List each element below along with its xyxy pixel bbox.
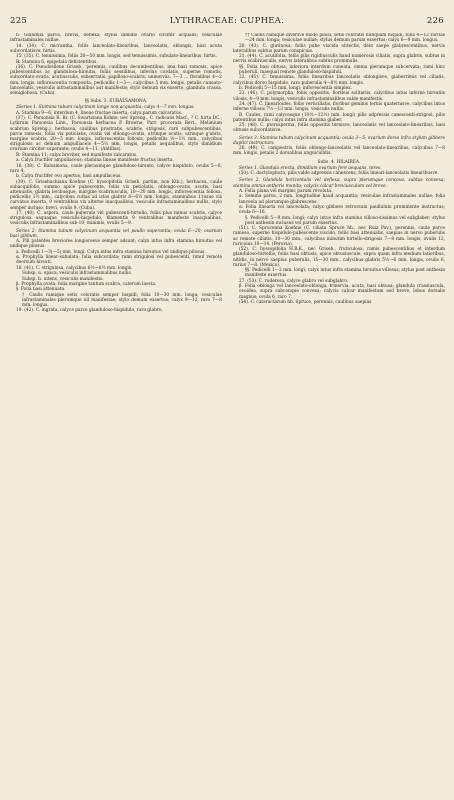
species-entry: (51). C. Spruceana Koehne (C. ciliata Spruce hb., nec Ruiz Pav.), perennis, caule parce ramoso, superne hispidulo-pubescente viscido, foliis basi attenuatis, saepius in nervo puberulis ac remote ciliatis, 10—30 mm., calycibus minutim hirtello-strigosis 7—8 mm. longis, ovulis 12, raricuius 10—14. (Peruvia). xyxy=(233,226,445,247)
series-heading: ‡Series 1. Stamina tubum calycinum longe non acquantia; calyx 4—7 mm. longus. xyxy=(16,105,195,111)
text-paragraph: A. Pili patentes breviores longioresve semper adsunt; calyx intus infra stamina hirsutus vel undique pilosus. xyxy=(10,239,222,250)
species-entry: 21. (44). C. acutifolia, foliis pilis rigidiusculis haud numerosis ciliatis, supra glabris, subtus in nervis scabriusculis, nervis lateralibus subtus prominulis. xyxy=(233,54,445,65)
page-number-right: 226 xyxy=(426,16,444,26)
text-paragraph: B. Caules, rami calycesque (10½—12½) mm. longi) pilis adpressis canescenti-strigosi, pilis patentibus nullis; calyx intus infra stamina glaber. xyxy=(233,112,445,123)
species-entry: (36). C. Pseudosilene Griseb., perennis, caulibus decumbentibus, ima basi ramosis, apice pubescentibus ac glanduloso-hirsutis, foliis sessilibus, inferius cordatis, superne remotis, subcordato-ovatis, acutiusculis, subserratis, papilloso-scabris, uninerviis, 7—3 ... floralibus 4—2 mm. longis, inflorescentia composita, pedicellis 1—3—, calycibus 5 mm. longis, petalis cuneato-lanceolatis, vesiculis infrastaminalibus aut manifestis; stylo demum vix exserto, glandula crassa, semiglobosa. (Cuba). xyxy=(10,64,222,96)
species-entry: 16. (38). C. Balsamona, caule pleraumque glanduloso-hirsuto, calyce hispidulo, ovulis 5—8, raro 4. xyxy=(10,163,222,174)
species-entry: (37). C. Parsonsia R. Br. (C. Swartziana Kohne, nec Spreng., C. radicans Macf., ? C. hirta DC., Lythrum Parsonsia Linn., Parsonsia herbacea P. Browne, Parr. procerata Bert., Melanium scabrum Spreng.), herbacea, caulibus prostratis, scabris, strigosis, raro subpubescentibus, parce ramosis, foliis vix petiolatis, ovatis vel oblongo-ovatis, utrinque acutis, utrinque g'abris, margine scabris, 20—5 mm. longis, inflorescentia foliosis, pedicellis ½—1½ mm., calycibus strigulosis ac demum ampulliaceis 4—5½ mm. longis, petalis aequalibus, stylo dimidium ovarium circiter superante; ovulis 4—11. (Antillas). xyxy=(10,116,222,153)
text-paragraph: † Caulis ramique setis coloratis semper hispidi; folia 10—30 mm. longa; vesiculae infrastaminales plerumque nil manifestae; stylo demum exsertus; calyx 9—12, raro 7—8 mm. longus. xyxy=(22,292,222,309)
species-entry: 20. (43). C. glutinosa, foliis pube viscida obtectis, dein saepe glabrescentibus, nervis lateralibus subtus parum conspicuis. xyxy=(233,43,445,54)
species-entry: 18. (41). C. strigulosa, calycibus 6½—8½ mm. longis. xyxy=(16,265,133,271)
text-paragraph: A. Stamina 9—6, interdum 4, lineae fructae inserta; calyx parum calcaratus. xyxy=(16,110,183,116)
text-paragraph: β. Folia oblonga vel lanceolato-oblonga, trinervia, acuta, basi obtusa; glandula crassiuscula, ovoidea, supra subconque convexa; calycis calcar manifestum sed breve, lobus dorsalis magnus; ovula 6, raro 7. xyxy=(239,284,445,300)
species-entry: (39). C. Grisebachiana Koehne (C. hyssopifolia Griseb. partim, non Kth.), herbacea, caule subacquifolio, summo apice pubescente, foliis vix petiolatis, oblongo-ovatis, acutis, basi attenuatis, glabris levibusque, margine scabriusculis, 10—20 mm. longis, inflorescentia foliosa, pedicellis 1½ mm., calycibus cultas ad istos glabris 6—6½ mm. longis, staminibus 11usue vix curvatus inserta, 9 ventralibus vix alterne inacqualibus, vesiculis infrastaminalibus nullis, stylo semper incluso, brevi, ovulis 9. (Cuba). xyxy=(10,179,222,211)
text-paragraph: b. Pedicelli 5—15 mm. longi; inflorescentia simplex. xyxy=(239,85,352,91)
text-paragraph: A. Folia plana vel marginc parum revoluta. xyxy=(239,188,333,194)
text-paragraph: B. Stamina 11; calyx breviter, sed manifeste calcaratus. xyxy=(16,152,138,158)
text-paragraph: a. Calyx fructifer ampullaceus; stamina lineae manifeste fructus inserta. xyxy=(16,158,174,164)
species-entry: 17. (40). C. aspera, caule puberulo vel pubescenti-hirtello, foliis plus minus scabris, calyce strigulosa usquaque vesiculis-hispidulo, filamentis 9 ventralibus manifeste inacqualibus, vesiculis infrastaminalibus sub-10, minimis, ovulis 5—9. xyxy=(10,210,222,227)
species-entry: 22. (45). C. tenuissima, foliis linearibus lanceolatis oblongisve, glaberrimis vel ciliatis, calycibus dorso hispidulo, raro puberulis 4—8½ mm. longis. xyxy=(233,75,445,86)
species-entry: 25. (48). C. pterosperma, foliis oppositis ternisve, lanceolatis vel lanceolato-linearibus, basi obtusis subcordatisve. xyxy=(233,123,445,134)
species-entry: (52). C. hyssopifolia H.B.K., nec Griseb., fruticulosa, ramis pubescentibus et interdum glanduloso-hirtellis, foliis basi obtusis, apice obtusiuscule, supra quam infra medium latioribus, nitidis, in nervo saepius puberulis, 15—30 mm., calycibus glabris 5½—6 mm. longis, ovulis 6, rarius 7—8. (Mexico). xyxy=(233,247,445,268)
text-paragraph: §. Pedicelli 5—9 mm. longi; calyx intus infra stamina villoso-sissimus vel subglaber; stylus post anthesin inclusus vel parum exsertus. xyxy=(245,215,445,226)
text-paragraph: Subsp. α. opaca, vesiculis infrastaminalibus nullis. xyxy=(22,271,133,277)
running-header xyxy=(10,16,444,28)
text-paragraph: a. Semina parva, 2 mm. longitudine haud acquantia; vesiculae infrastaminales nullae; folia lanceola ad plerumque glabrescens. xyxy=(239,194,445,205)
text-paragraph: Subsp. b. nitens, vesiculis manifestis. xyxy=(22,276,104,282)
text-paragraph: α. Prophylla linear-subulata; folia subcordata; rami strigulosi vel pubescenti, rimul remote deorsum hirsuti. xyxy=(16,255,222,266)
text-paragraph: §§. Folia basi obtusa, inferiora interdum cuneata, omnia plerumque subcervata; rami hinc puberuli, inaequal remote glanduloso-hispiduli. xyxy=(239,64,445,75)
subsection-heading: §§ Subs. 3. EUBALSAMONA. xyxy=(84,99,148,105)
species-entry: 19. (42). C. ingrata, calyce parce glanduloso-hispidulo, raro glabro, xyxy=(16,308,163,314)
running-title: LYTHRACEAE: CUPHEA. xyxy=(169,16,285,26)
species-entry: 26. (49). C. campestris, foliis oblongo-lanceolatis vel lanceolato-linearibus, calycibus 7—8 mm. longis, petalis 2 dorsalibus unguiculatis. xyxy=(233,146,445,157)
text-paragraph: β. Prophylla ovata; folia margine tantum scabra, caterum laevia. xyxy=(16,281,157,287)
left-column xyxy=(10,33,222,791)
text-paragraph: b. Glandula parva, brevis, deflexa; stylus dimidio ovario circiter acqualis; vesiculae infrastaminales nullae. xyxy=(10,33,222,44)
species-entry: 27. (53). C. ruderosa, calyce glabro vel subglabro. xyxy=(239,278,349,284)
text-paragraph: α. Folia linearia vel lanceolata; calyx gibbere retrorsum paullulum prominente instructus; ovula 6—16. xyxy=(239,204,445,216)
series-heading: Series 1. Glandula erecta, dimidium ovarium fere aequans, teres. xyxy=(239,165,382,171)
species-entry: (54). C. cataractarum hb. Spruce, perennis, caulibus saepius xyxy=(239,299,372,305)
text-paragraph: §§. Pedicelli 1—2 mm. longi; calyx intus infra stamina hirsutus villosus; stylus post anthesin manifeste exsertus. xyxy=(245,268,445,279)
right-column xyxy=(233,33,445,791)
species-entry: 15. (35). C. tenuissima, foliis 20—50 mm. longis, sed tenuissimis, subulato-linearibus, hirtis. xyxy=(16,54,217,60)
page-number-left: 225 xyxy=(10,16,28,26)
species-entry: 24. (47). C. linearioides, foliis verticillatis, floribus geminis ternis quaternisve, calycibus intus inferne villosis 7½—13 mm. longis, vesiculis nullis. xyxy=(233,101,445,113)
text-paragraph: b. Calyx fructifer ovo apertus, basi ampullaceus. xyxy=(16,174,122,180)
series-heading: Series 2. Glandula horizontalis vel deflexa, supra plerumque concava, subtus convexa; stamina omnia antheris munita; calycis calcar breviusculum vel breve. xyxy=(233,178,445,189)
text-paragraph: §. Folia basi attenuata. xyxy=(16,287,66,293)
species-entry: 23. (46). C. polymorpha, foliis oppositis, floribus solitariis, calycibus intus inferne hirsutiis vilosis, 4—9 mm. longis, vesiculis infrastaminalibus valde manifestis. xyxy=(233,91,445,102)
text-paragraph: a. Pedicelli 1—3(—5) mm. longi. Calyx intus infra stamina hirsutus vel undique pilosus. xyxy=(16,249,206,255)
text-paragraph: B. Stamina 6, epipetala deficientibus. xyxy=(16,59,98,65)
text-paragraph: †† Caulis ramique diversve mode pilosi, setis coloratis nunquam hispidi, folia 4—12 raritas —24 mm. longa; vesiculae nullae; stylus demum parum exsertus; calyx 6—9 mm. longus. xyxy=(245,33,445,44)
series-heading: Series 2. Stamina tubum calycinum acquantia vel paullo superantia; ovula 6—20; ovarium basi gibbum. xyxy=(10,228,222,239)
species-entry: (50). C. dactylophora, pilis valde adpressis canescens, foliis lineari-lanceolatis linearibusve. xyxy=(239,171,439,177)
subsection-heading: Subs. 4. HILAIREA. xyxy=(317,159,361,165)
series-heading: Series 3. Stamina tubum calycinum acquantia; ovula 3—5; ovarium dorso infra stylum gibbere duplici instructum. xyxy=(233,135,445,146)
species-entry: 14. (34). C. micrantha, foliis lanceolato-linearibus, lanceolatis, oblongis, basi acuta subcordatisve, hirtis. xyxy=(10,43,222,54)
